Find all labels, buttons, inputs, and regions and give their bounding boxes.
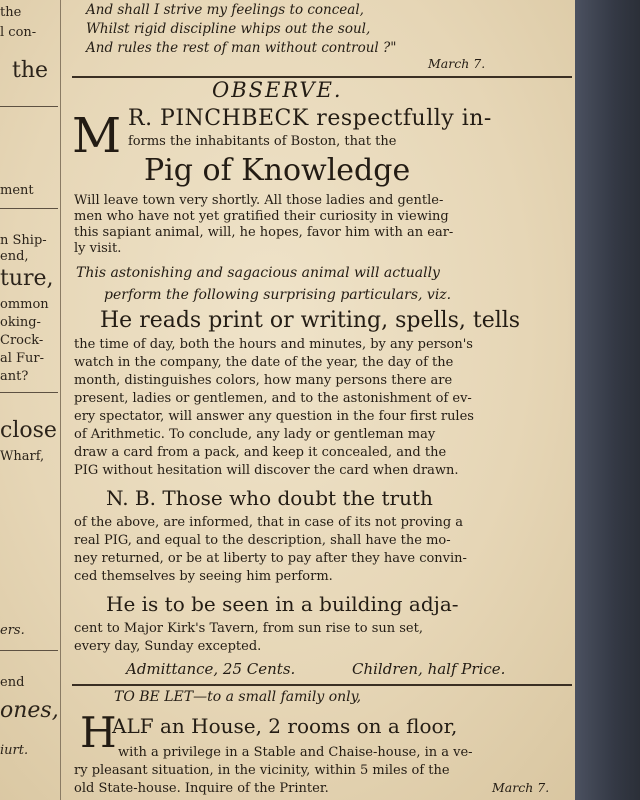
to-let-line: ALF an House, 2 rooms on a floor, (112, 714, 458, 738)
left-fragment: ones, (0, 698, 59, 723)
left-fragment: ers. (0, 623, 25, 638)
advert-nb-line: N. B. Those who doubt the truth (106, 486, 433, 510)
poem-line: Whilst rigid discipline whips out the soul, (86, 21, 371, 37)
left-fragment: close (0, 418, 57, 443)
to-let-drop-cap: H (80, 708, 117, 757)
background-right (575, 0, 640, 800)
left-fragment: ant? (0, 369, 29, 384)
to-let-body-line: old State-house. Inquire of the Printer. (74, 781, 329, 796)
advert-body-line: present, ladies or gentlemen, and to the astonishment of ev- (74, 391, 472, 406)
main-column (62, 0, 582, 800)
left-fragment: end (0, 675, 25, 690)
left-fragment: al Fur- (0, 351, 45, 366)
left-fragment: n Ship- (0, 233, 47, 248)
advert-intro-line: R. PINCHBECK respectfully in- (128, 106, 492, 131)
left-rule (0, 392, 58, 393)
left-fragment: end, (0, 249, 29, 264)
admittance-text: Admittance, 25 Cents. (126, 660, 296, 678)
left-fragment: Crock- (0, 333, 44, 348)
advert-body-line: this sapiant animal, will, he hopes, favor him with an ear- (74, 225, 454, 240)
advert-body-line: watch in the company, the date of the year, the day of the (74, 355, 454, 370)
advert-intro-line: forms the inhabitants of Boston, that the (128, 134, 397, 149)
advert-italic-line: perform the following surprising particulars, viz. (104, 287, 452, 303)
left-fragment: the (0, 5, 22, 20)
left-fragment: the (12, 58, 49, 83)
to-let-body-line: ry pleasant situation, in the vicinity, within 5 miles of the (74, 763, 450, 778)
poem-date: March 7. (428, 56, 486, 71)
advert-body-line: men who have not yet gratified their curiosity in viewing (74, 209, 449, 224)
advert-body-line: the time of day, both the hours and minutes, by any person's (74, 337, 473, 352)
advert-body-line: PIG without hesitation will discover the card when drawn. (74, 463, 459, 478)
poem-line: And shall I strive my feelings to conceal, (86, 2, 364, 18)
left-fragment: oking- (0, 315, 41, 330)
advert-body-line: draw a card from a pack, and keep it concealed, and the (74, 445, 447, 460)
advert-body-line: ly visit. (74, 241, 122, 256)
left-fragment: ment (0, 183, 34, 198)
left-rule (0, 208, 58, 209)
to-let-heading: TO BE LET—to a small family only, (114, 689, 362, 705)
advert-body-line: Will leave town very shortly. All those ladies and gentle- (74, 193, 444, 208)
left-fragment: Wharf, (0, 449, 45, 464)
left-column (0, 0, 61, 800)
left-rule (0, 106, 58, 107)
advert-reads-line: He reads print or writing, spells, tells (100, 308, 521, 333)
advert-body-line: month, distinguishes colors, how many persons there are (74, 373, 453, 388)
advert-body-line: cent to Major Kirk's Tavern, from sun rise to sun set, (74, 621, 423, 636)
advert-drop-cap: M (72, 108, 122, 164)
advert-body-line: every day, Sunday excepted. (74, 639, 262, 654)
advert-body-line: of Arithmetic. To conclude, any lady or gentleman may (74, 427, 436, 442)
advert-body-line: ney returned, or be at liberty to pay after they have convin- (74, 551, 467, 566)
poem-line: And rules the rest of man without controul ?" (86, 40, 397, 56)
advert-body-line: ery spectator, will answer any question in the four first rules (74, 409, 474, 424)
advert-body-line: of the above, are informed, that in case of its not proving a (74, 515, 464, 530)
left-fragment: iurt. (0, 743, 29, 758)
advert-heading: OBSERVE. (212, 78, 343, 102)
advert-italic-line: This astonishing and sagacious animal will actually (76, 265, 440, 281)
advert-body-line: real PIG, and equal to the description, shall have the mo- (74, 533, 451, 548)
left-fragment: ture, (0, 266, 54, 291)
left-fragment: ommon (0, 297, 49, 312)
children-price-text: Children, half Price. (352, 660, 506, 678)
to-let-body-line: with a privilege in a Stable and Chaise-house, in a ve- (118, 745, 473, 760)
advert-seen-line: He is to be seen in a building adja- (106, 592, 459, 616)
to-let-date: March 7. (492, 780, 550, 795)
advert-body-line: ced themselves by seeing him perform. (74, 569, 333, 584)
advert-title: Pig of Knowledge (144, 153, 411, 188)
section-rule (72, 684, 572, 686)
left-rule (0, 650, 58, 651)
left-fragment: l con- (0, 25, 37, 40)
